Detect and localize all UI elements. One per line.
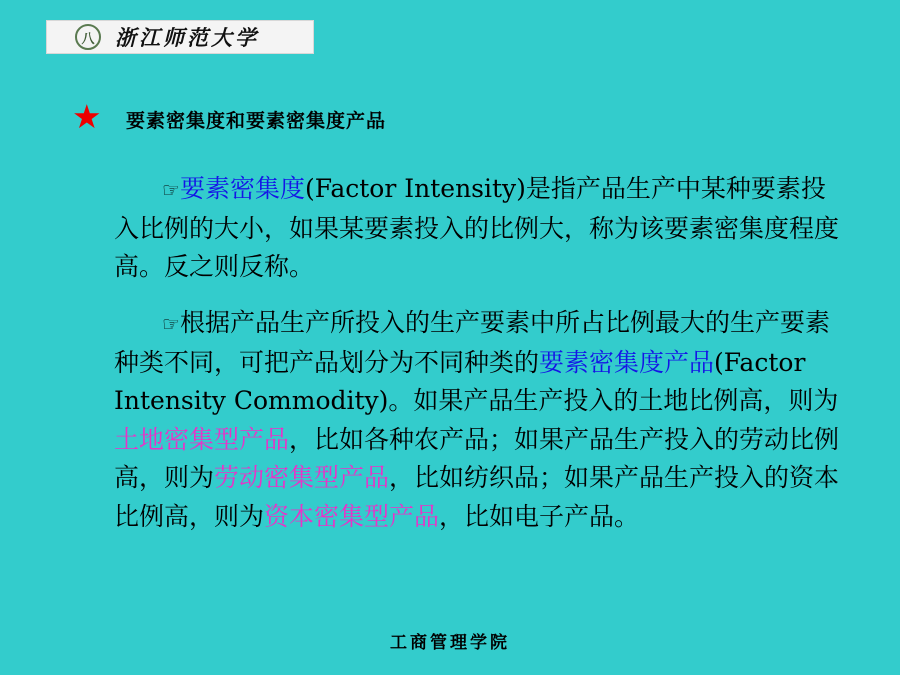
paragraph-text: ，比如电子产品。 <box>439 501 640 531</box>
term-land-intensive: 土地密集型产品 <box>114 424 290 454</box>
paragraph-text: 根据产品生产所投入的生产要素中所占比例最大的生产要素种类不同，可把产品划分为不同种类的 <box>114 308 830 377</box>
term-factor-intensity: 要素密集度 <box>179 174 305 203</box>
term-labor-intensive: 劳动密集型产品 <box>214 463 390 492</box>
paragraph-text: (Factor Intensity Commodity)。如果产品生产投入的土地比例高，则为 <box>114 347 839 415</box>
pointing-hand-icon: ☞ <box>162 178 180 202</box>
university-seal-icon: 八 <box>75 24 101 50</box>
footer-school-name: 工商管理学院 <box>390 633 510 653</box>
university-logo-banner <box>46 20 314 54</box>
slide-heading: 要素密集度和要素密集度产品 <box>126 110 387 132</box>
pointing-hand-icon: ☞ <box>162 312 180 336</box>
classification-paragraph <box>114 304 844 536</box>
paragraph-text: ，比如各种农产品；如果产品生产投入的劳动比例高，则为 <box>114 424 840 492</box>
paragraph-text: ，比如纺织品；如果产品生产投入的资本比例高，则为 <box>114 463 840 531</box>
definition-body: (Factor Intensity)是指产品生产中某种要素投入比例的大小，如果某要素投入的比例大，称为该要素密集度程度高。反之则反称。 <box>114 174 840 281</box>
definition-paragraph <box>114 170 844 287</box>
university-name: 浙江师范大学 <box>115 25 259 50</box>
term-factor-intensity-commodity: 要素密集度产品 <box>539 347 715 377</box>
red-star-icon: ★ <box>72 97 102 136</box>
term-capital-intensive: 资本密集型产品 <box>264 501 440 531</box>
